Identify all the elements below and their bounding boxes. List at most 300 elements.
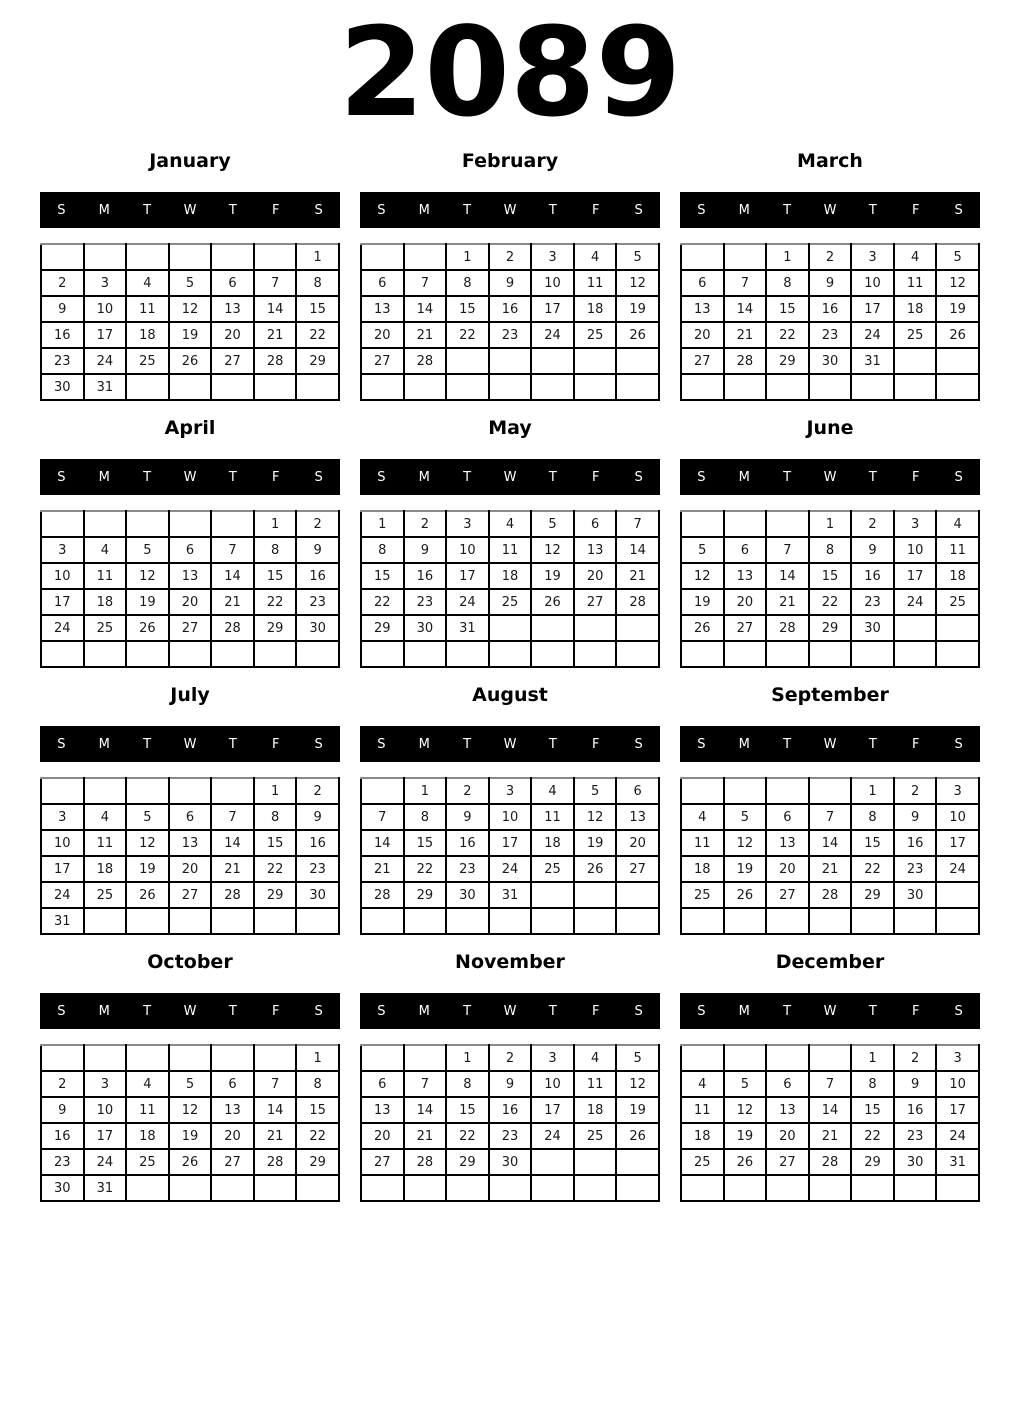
day-cell: 2 xyxy=(809,244,852,270)
weekday-label: F xyxy=(911,1003,920,1019)
day-cell: 9 xyxy=(41,296,84,322)
weekday-label: S xyxy=(634,1003,643,1019)
empty-day-cell xyxy=(446,348,489,374)
day-cell: 28 xyxy=(211,615,254,641)
day-cell: 14 xyxy=(616,537,659,563)
empty-day-cell xyxy=(254,374,297,400)
day-cell: 2 xyxy=(894,1045,937,1071)
day-cell: 1 xyxy=(851,1045,894,1071)
day-cell: 7 xyxy=(361,804,404,830)
weekday-label: F xyxy=(591,1003,600,1019)
empty-day-cell xyxy=(169,1045,212,1071)
empty-day-cell xyxy=(936,615,979,641)
day-cell: 10 xyxy=(446,537,489,563)
weekday-label: T xyxy=(228,469,237,485)
empty-day-cell xyxy=(41,1045,84,1071)
week-row xyxy=(681,830,979,856)
month-title: May xyxy=(488,417,532,439)
week-row xyxy=(41,615,339,641)
day-cell: 13 xyxy=(766,1097,809,1123)
empty-day-cell xyxy=(894,615,937,641)
empty-day-cell xyxy=(724,244,767,270)
month-title: June xyxy=(806,417,854,439)
empty-day-cell xyxy=(84,641,127,667)
day-cell: 28 xyxy=(724,348,767,374)
empty-day-cell xyxy=(254,1175,297,1201)
week-row xyxy=(41,778,339,804)
day-cell: 5 xyxy=(126,804,169,830)
week-row xyxy=(361,804,659,830)
day-cell: 30 xyxy=(296,615,339,641)
day-cell: 9 xyxy=(41,1097,84,1123)
empty-day-cell xyxy=(489,1175,532,1201)
weekday-label: S xyxy=(954,202,963,218)
day-cell: 23 xyxy=(894,1123,937,1149)
date-grid-body xyxy=(41,511,339,667)
weekday-label: W xyxy=(183,202,197,218)
day-cell: 4 xyxy=(84,804,127,830)
weekday-label: S xyxy=(954,469,963,485)
weekday-label: S xyxy=(57,1003,66,1019)
day-cell: 6 xyxy=(169,804,212,830)
day-cell: 7 xyxy=(404,270,447,296)
empty-day-cell xyxy=(404,641,447,667)
day-cell: 5 xyxy=(724,804,767,830)
day-cell: 24 xyxy=(851,322,894,348)
day-cell: 23 xyxy=(894,856,937,882)
empty-day-cell xyxy=(361,1045,404,1071)
weekday-label: T xyxy=(548,736,557,752)
day-cell: 22 xyxy=(296,1123,339,1149)
day-cell: 17 xyxy=(41,856,84,882)
day-cell: 26 xyxy=(169,348,212,374)
day-cell: 18 xyxy=(489,563,532,589)
day-cell: 26 xyxy=(169,1149,212,1175)
month-title: October xyxy=(147,951,233,973)
day-cell: 12 xyxy=(724,1097,767,1123)
day-cell: 15 xyxy=(296,296,339,322)
day-cell: 27 xyxy=(766,882,809,908)
day-cell: 11 xyxy=(894,270,937,296)
week-row xyxy=(361,270,659,296)
day-cell: 13 xyxy=(681,296,724,322)
empty-day-cell xyxy=(531,882,574,908)
week-row xyxy=(681,1175,979,1201)
day-cell: 17 xyxy=(936,1097,979,1123)
weekday-label: M xyxy=(418,736,430,752)
day-cell: 26 xyxy=(616,322,659,348)
weekday-label: T xyxy=(463,202,472,218)
empty-day-cell xyxy=(724,641,767,667)
day-cell: 8 xyxy=(361,537,404,563)
day-cell: 21 xyxy=(254,322,297,348)
empty-day-cell xyxy=(616,908,659,934)
empty-day-cell xyxy=(84,511,127,537)
month-block xyxy=(40,684,340,935)
day-cell: 3 xyxy=(489,778,532,804)
day-cell: 6 xyxy=(169,537,212,563)
empty-day-cell xyxy=(489,641,532,667)
day-cell: 17 xyxy=(936,830,979,856)
week-row xyxy=(361,856,659,882)
empty-day-cell xyxy=(169,908,212,934)
month-block xyxy=(360,417,660,668)
empty-day-cell xyxy=(41,641,84,667)
date-grid xyxy=(40,510,340,668)
months-grid xyxy=(0,142,1020,1202)
day-cell: 30 xyxy=(41,1175,84,1201)
weekday-label: W xyxy=(823,469,837,485)
day-cell: 25 xyxy=(894,322,937,348)
day-cell: 22 xyxy=(361,589,404,615)
empty-day-cell xyxy=(169,374,212,400)
day-cell: 26 xyxy=(936,322,979,348)
day-cell: 15 xyxy=(296,1097,339,1123)
day-cell: 23 xyxy=(446,856,489,882)
empty-day-cell xyxy=(126,641,169,667)
empty-day-cell xyxy=(169,778,212,804)
day-cell: 19 xyxy=(724,856,767,882)
day-cell: 31 xyxy=(936,1149,979,1175)
day-cell: 10 xyxy=(936,804,979,830)
week-row xyxy=(361,1123,659,1149)
day-cell: 7 xyxy=(254,1071,297,1097)
empty-day-cell xyxy=(724,908,767,934)
empty-day-cell xyxy=(894,1175,937,1201)
empty-day-cell xyxy=(404,1045,447,1071)
day-cell: 31 xyxy=(489,882,532,908)
weekday-label: T xyxy=(143,1003,152,1019)
day-cell: 12 xyxy=(126,830,169,856)
day-cell: 15 xyxy=(851,830,894,856)
day-cell: 27 xyxy=(574,589,617,615)
empty-day-cell xyxy=(574,882,617,908)
empty-day-cell xyxy=(936,1175,979,1201)
weekday-label: S xyxy=(634,469,643,485)
weekday-label: S xyxy=(377,736,386,752)
day-cell: 9 xyxy=(489,270,532,296)
week-row xyxy=(361,882,659,908)
day-cell: 21 xyxy=(361,856,404,882)
weekday-label: M xyxy=(98,736,110,752)
day-cell: 15 xyxy=(254,563,297,589)
weekday-label: F xyxy=(271,1003,280,1019)
weekday-label: S xyxy=(314,736,323,752)
day-cell: 23 xyxy=(489,1123,532,1149)
week-row xyxy=(361,1175,659,1201)
empty-day-cell xyxy=(531,348,574,374)
date-grid xyxy=(680,1044,980,1202)
day-cell: 25 xyxy=(681,1149,724,1175)
day-cell: 23 xyxy=(809,322,852,348)
day-cell: 4 xyxy=(681,1071,724,1097)
week-row xyxy=(681,1071,979,1097)
day-cell: 20 xyxy=(361,1123,404,1149)
day-cell: 26 xyxy=(724,882,767,908)
day-cell: 24 xyxy=(894,589,937,615)
empty-day-cell xyxy=(489,374,532,400)
day-cell: 7 xyxy=(211,804,254,830)
empty-day-cell xyxy=(766,511,809,537)
date-grid-body xyxy=(41,1045,339,1201)
empty-day-cell xyxy=(361,1175,404,1201)
day-cell: 25 xyxy=(574,322,617,348)
weekday-label: S xyxy=(57,202,66,218)
empty-day-cell xyxy=(361,641,404,667)
day-cell: 6 xyxy=(681,270,724,296)
week-row xyxy=(681,322,979,348)
week-row xyxy=(41,374,339,400)
day-cell: 1 xyxy=(851,778,894,804)
day-cell: 17 xyxy=(84,322,127,348)
empty-day-cell xyxy=(936,348,979,374)
weekday-header-bar xyxy=(40,726,340,762)
date-grid xyxy=(360,510,660,668)
month-block xyxy=(360,951,660,1202)
weekday-label: S xyxy=(634,202,643,218)
day-cell: 1 xyxy=(296,1045,339,1071)
weekday-label: T xyxy=(868,202,877,218)
month-block xyxy=(360,150,660,401)
day-cell: 3 xyxy=(41,537,84,563)
day-cell: 10 xyxy=(84,1097,127,1123)
empty-day-cell xyxy=(169,641,212,667)
day-cell: 26 xyxy=(126,882,169,908)
empty-day-cell xyxy=(211,778,254,804)
weekday-label: T xyxy=(783,202,792,218)
day-cell: 13 xyxy=(724,563,767,589)
day-cell: 4 xyxy=(574,1045,617,1071)
month-title: December xyxy=(775,951,885,973)
date-grid xyxy=(360,243,660,401)
day-cell: 18 xyxy=(681,1123,724,1149)
weekday-label: S xyxy=(697,1003,706,1019)
empty-day-cell xyxy=(531,641,574,667)
day-cell: 29 xyxy=(446,1149,489,1175)
day-cell: 17 xyxy=(41,589,84,615)
empty-day-cell xyxy=(531,1149,574,1175)
weekday-label: M xyxy=(98,202,110,218)
day-cell: 12 xyxy=(126,563,169,589)
day-cell: 20 xyxy=(616,830,659,856)
week-row xyxy=(41,296,339,322)
weekday-label: T xyxy=(228,202,237,218)
day-cell: 2 xyxy=(296,778,339,804)
day-cell: 18 xyxy=(126,1123,169,1149)
day-cell: 14 xyxy=(404,296,447,322)
empty-day-cell xyxy=(724,1045,767,1071)
empty-day-cell xyxy=(574,908,617,934)
week-row xyxy=(361,374,659,400)
day-cell: 16 xyxy=(894,1097,937,1123)
day-cell: 13 xyxy=(169,563,212,589)
day-cell: 8 xyxy=(296,1071,339,1097)
weekday-label: F xyxy=(591,202,600,218)
week-row xyxy=(681,374,979,400)
day-cell: 22 xyxy=(254,589,297,615)
weekday-label: S xyxy=(377,469,386,485)
empty-day-cell xyxy=(766,778,809,804)
day-cell: 30 xyxy=(809,348,852,374)
weekday-label: S xyxy=(954,736,963,752)
day-cell: 29 xyxy=(851,882,894,908)
day-cell: 30 xyxy=(296,882,339,908)
day-cell: 13 xyxy=(766,830,809,856)
day-cell: 19 xyxy=(616,296,659,322)
day-cell: 13 xyxy=(616,804,659,830)
day-cell: 15 xyxy=(404,830,447,856)
day-cell: 6 xyxy=(574,511,617,537)
day-cell: 5 xyxy=(936,244,979,270)
empty-day-cell xyxy=(489,615,532,641)
week-row xyxy=(681,511,979,537)
day-cell: 17 xyxy=(84,1123,127,1149)
day-cell: 5 xyxy=(574,778,617,804)
month-block xyxy=(40,150,340,401)
day-cell: 21 xyxy=(211,589,254,615)
week-row xyxy=(41,1045,339,1071)
day-cell: 22 xyxy=(446,1123,489,1149)
date-grid-body xyxy=(41,778,339,934)
week-row xyxy=(361,563,659,589)
day-cell: 31 xyxy=(851,348,894,374)
week-row xyxy=(681,244,979,270)
day-cell: 27 xyxy=(169,615,212,641)
week-row xyxy=(41,322,339,348)
weekday-label: M xyxy=(98,469,110,485)
week-row xyxy=(361,1097,659,1123)
week-row xyxy=(41,348,339,374)
week-row xyxy=(361,348,659,374)
day-cell: 27 xyxy=(361,1149,404,1175)
day-cell: 16 xyxy=(851,563,894,589)
day-cell: 30 xyxy=(404,615,447,641)
empty-day-cell xyxy=(894,348,937,374)
day-cell: 2 xyxy=(489,1045,532,1071)
day-cell: 25 xyxy=(489,589,532,615)
weekday-label: T xyxy=(868,469,877,485)
week-row xyxy=(41,856,339,882)
day-cell: 9 xyxy=(296,804,339,830)
day-cell: 11 xyxy=(126,296,169,322)
week-row xyxy=(681,908,979,934)
empty-day-cell xyxy=(681,1175,724,1201)
weekday-label: S xyxy=(314,202,323,218)
day-cell: 24 xyxy=(531,1123,574,1149)
day-cell: 18 xyxy=(126,322,169,348)
day-cell: 9 xyxy=(894,804,937,830)
empty-day-cell xyxy=(851,1175,894,1201)
day-cell: 20 xyxy=(766,856,809,882)
weekday-header-bar xyxy=(680,459,980,495)
day-cell: 1 xyxy=(254,778,297,804)
month-title: January xyxy=(149,150,231,172)
day-cell: 7 xyxy=(404,1071,447,1097)
day-cell: 27 xyxy=(766,1149,809,1175)
day-cell: 19 xyxy=(169,1123,212,1149)
day-cell: 14 xyxy=(361,830,404,856)
weekday-label: T xyxy=(548,202,557,218)
week-row xyxy=(361,908,659,934)
day-cell: 14 xyxy=(809,1097,852,1123)
empty-day-cell xyxy=(211,1045,254,1071)
weekday-label: S xyxy=(634,736,643,752)
weekday-label: T xyxy=(143,202,152,218)
week-row xyxy=(361,1149,659,1175)
weekday-label: W xyxy=(503,736,517,752)
day-cell: 14 xyxy=(404,1097,447,1123)
week-row xyxy=(41,882,339,908)
day-cell: 22 xyxy=(851,856,894,882)
day-cell: 5 xyxy=(616,1045,659,1071)
date-grid xyxy=(680,243,980,401)
empty-day-cell xyxy=(681,244,724,270)
empty-day-cell xyxy=(616,348,659,374)
day-cell: 20 xyxy=(574,563,617,589)
date-grid xyxy=(680,777,980,935)
year-title: 2089 xyxy=(338,2,682,145)
empty-day-cell xyxy=(766,1175,809,1201)
day-cell: 7 xyxy=(211,537,254,563)
day-cell: 28 xyxy=(766,615,809,641)
day-cell: 16 xyxy=(894,830,937,856)
day-cell: 10 xyxy=(936,1071,979,1097)
empty-day-cell xyxy=(296,641,339,667)
day-cell: 26 xyxy=(616,1123,659,1149)
day-cell: 30 xyxy=(41,374,84,400)
day-cell: 19 xyxy=(169,322,212,348)
week-row xyxy=(681,1123,979,1149)
day-cell: 18 xyxy=(894,296,937,322)
day-cell: 24 xyxy=(84,348,127,374)
week-row xyxy=(681,296,979,322)
weekday-label: T xyxy=(463,469,472,485)
weekday-label: M xyxy=(738,1003,750,1019)
empty-day-cell xyxy=(404,1175,447,1201)
empty-day-cell xyxy=(851,641,894,667)
day-cell: 26 xyxy=(574,856,617,882)
day-cell: 17 xyxy=(894,563,937,589)
weekday-label: M xyxy=(738,736,750,752)
day-cell: 9 xyxy=(809,270,852,296)
week-row xyxy=(41,908,339,934)
day-cell: 6 xyxy=(724,537,767,563)
day-cell: 4 xyxy=(126,270,169,296)
day-cell: 4 xyxy=(84,537,127,563)
day-cell: 8 xyxy=(851,804,894,830)
day-cell: 10 xyxy=(489,804,532,830)
empty-day-cell xyxy=(936,641,979,667)
day-cell: 2 xyxy=(404,511,447,537)
weekday-header-bar xyxy=(680,726,980,762)
weekday-label: F xyxy=(271,202,280,218)
day-cell: 14 xyxy=(724,296,767,322)
day-cell: 12 xyxy=(531,537,574,563)
empty-day-cell xyxy=(766,908,809,934)
month-block xyxy=(680,684,980,935)
month-block xyxy=(40,417,340,668)
week-row xyxy=(361,244,659,270)
empty-day-cell xyxy=(41,778,84,804)
day-cell: 7 xyxy=(254,270,297,296)
weekday-label: T xyxy=(463,736,472,752)
weekday-label: M xyxy=(738,469,750,485)
week-row xyxy=(361,830,659,856)
week-row xyxy=(41,537,339,563)
date-grid-body xyxy=(41,244,339,400)
empty-day-cell xyxy=(681,511,724,537)
day-cell: 3 xyxy=(531,1045,574,1071)
